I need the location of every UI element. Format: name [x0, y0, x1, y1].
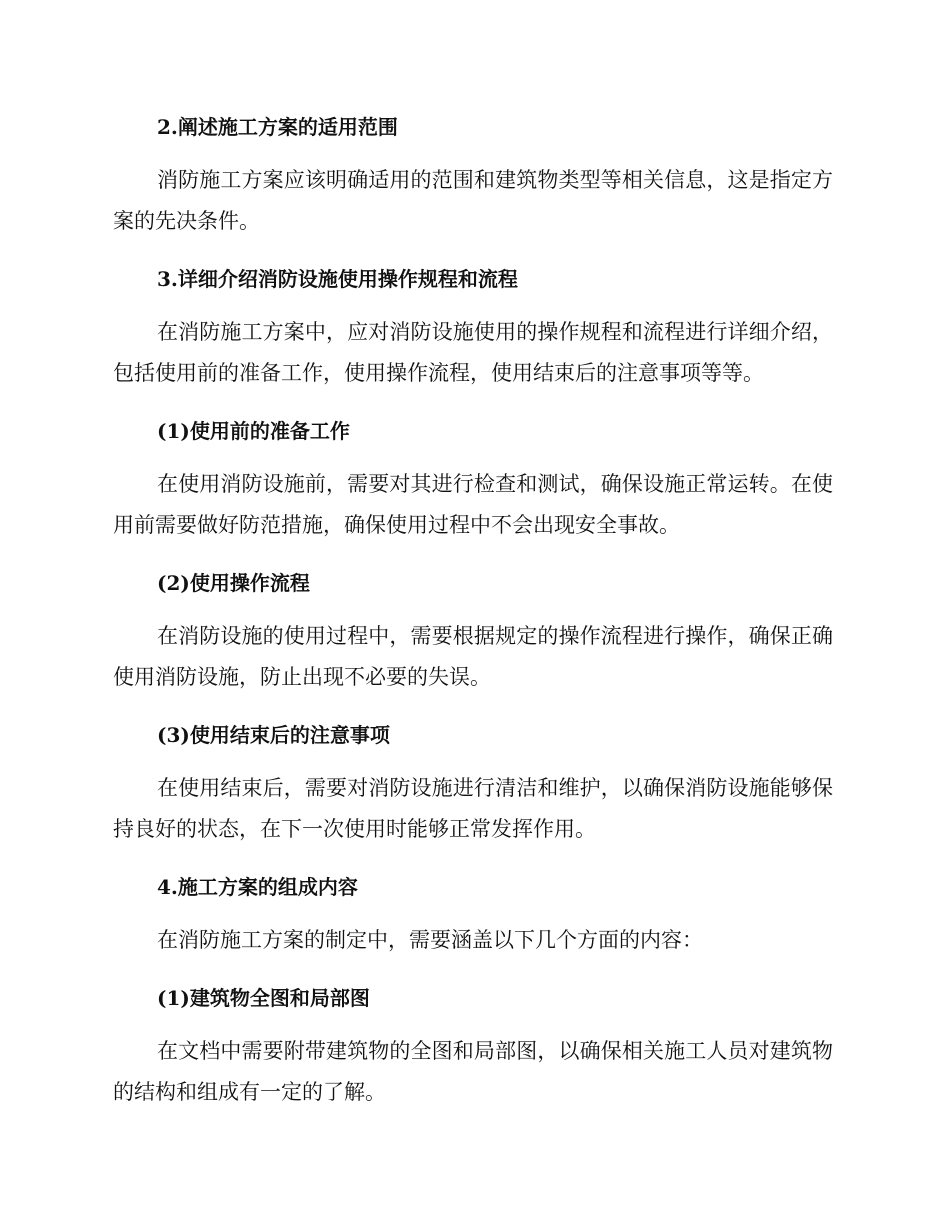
- paragraph-preparation: 在使用消防设施前，需要对其进行检查和测试，确保设施正常运转。在使用前需要做好防范措施，确保使用过程中不会出现安全事故。: [113, 472, 833, 537]
- paragraph-operation-flow: 在消防设施的使用过程中，需要根据规定的操作流程进行操作，确保正确使用消防设施，防止出现不必要的失误。: [113, 624, 833, 689]
- subheading-building-drawings: (1)建筑物全图和局部图: [157, 986, 370, 1010]
- subheading-operation-flow: (2)使用操作流程: [157, 571, 310, 595]
- section-heading-composition: 4.施工方案的组成内容: [157, 875, 358, 899]
- section-heading-procedures: 3.详细介绍消防设施使用操作规程和流程: [157, 267, 518, 291]
- paragraph-composition: 在消防施工方案的制定中，需要涵盖以下几个方面的内容：: [157, 928, 703, 952]
- subheading-preparation: (1)使用前的准备工作: [157, 419, 350, 443]
- paragraph-scope: 消防施工方案应该明确适用的范围和建筑物类型等相关信息，这是指定方案的先决条件。: [113, 168, 833, 233]
- paragraph-building-drawings: 在文档中需要附带建筑物的全图和局部图，以确保相关施工人员对建筑物的结构和组成有一定的了解。: [113, 1039, 833, 1104]
- paragraph-after-use: 在使用结束后，需要对消防设施进行清洁和维护，以确保消防设施能够保持良好的状态，在下一次使用时能够正常发挥作用。: [113, 776, 833, 841]
- subheading-after-use: (3)使用结束后的注意事项: [157, 723, 390, 747]
- paragraph-procedures: 在消防施工方案中，应对消防设施使用的操作规程和流程进行详细介绍，包括使用前的准备工作，使用操作流程，使用结束后的注意事项等等。: [113, 320, 833, 385]
- section-heading-scope: 2.阐述施工方案的适用范围: [157, 115, 398, 139]
